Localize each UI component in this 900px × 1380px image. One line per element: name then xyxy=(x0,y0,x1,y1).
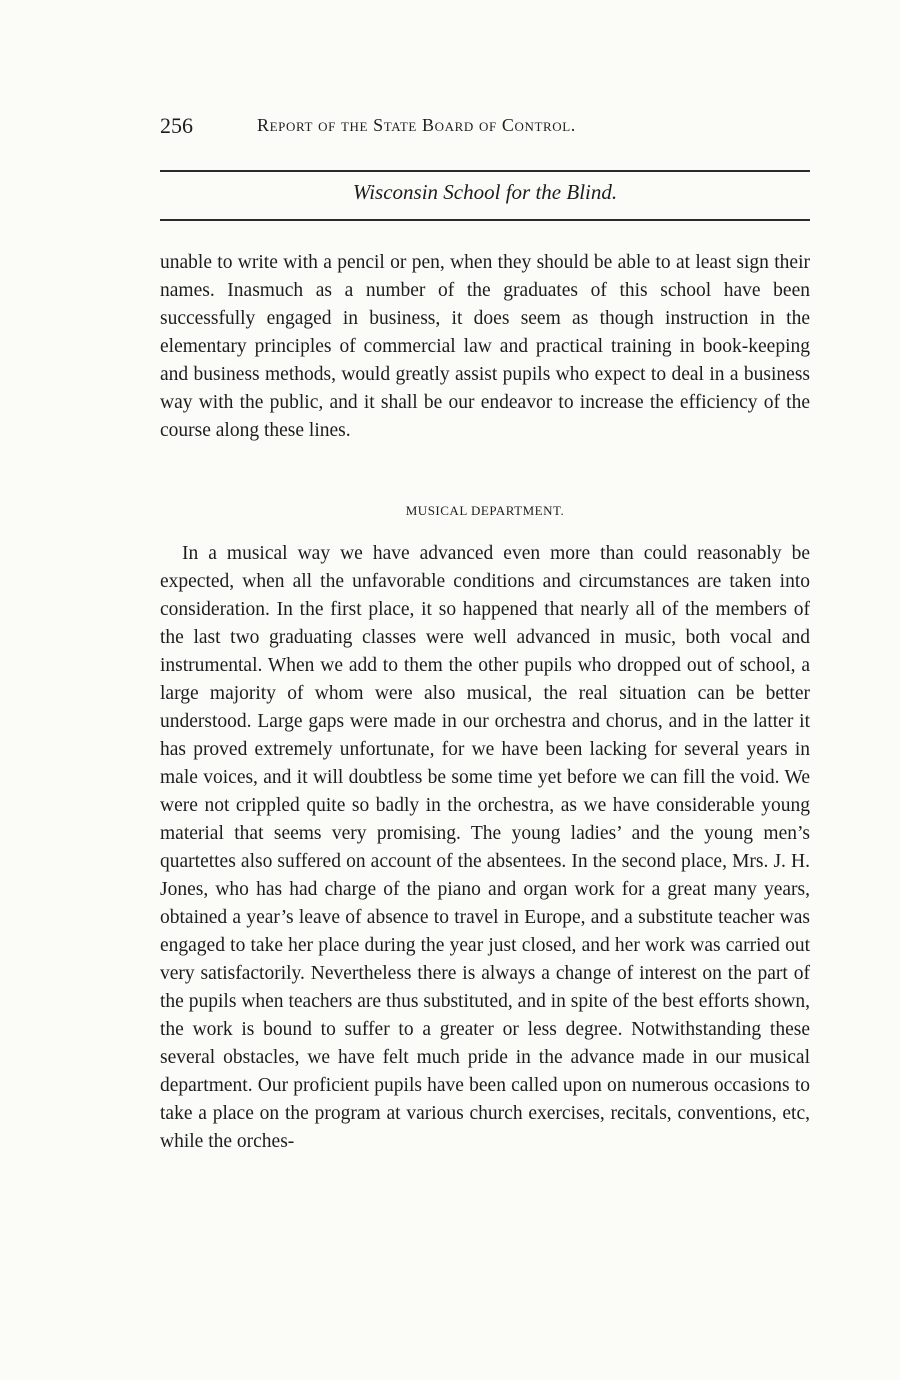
section-subtitle: Wisconsin School for the Blind. xyxy=(352,180,618,204)
page-number: 256 xyxy=(160,113,193,138)
header-rule-bottom xyxy=(160,219,810,221)
page-header xyxy=(160,113,810,145)
section-heading: MUSICAL DEPARTMENT. xyxy=(405,503,565,518)
header-rule-top xyxy=(160,170,810,172)
running-title: Report of the State Board of Control. xyxy=(257,115,576,135)
paragraph-continuation: unable to write with a pencil or pen, when they should be able to at least sign their names. Inasmuch as a number of the graduates of this school have been successfully engaged in business, it does seem as though instruction in the elementary principles of commercial law and practical training in book-keeping and business methods, would greatly assist pupils who expect to deal in a business way with the public, and it shall be our endeavor to increase the efficiency of the course along these lines. xyxy=(160,252,810,441)
paragraph-musical: In a musical way we have advanced even more than could reasonably be expected, when all the unfavorable conditions and circumstances are taken into consideration. In the first place, it so happened that nearly all of the members of the last two graduating classes were well advanced in music, both vocal and instrumental. When we add to them the other pupils who dropped out of school, a large majority of whom were also musical, the real situation can be better understood. Large gaps were made in our orchestra and chorus, and in the latter it has proved extremely unfortunate, for we have been lacking for several years in male voices, and it will doubtless be some time yet before we can fill the void. We were not crippled quite so badly in the orchestra, as we have considerable young material that seems very promising. The young ladies’ and the young men’s quartettes also suffered on account of the absentees. In the second place, Mrs. J. H. Jones, who has had charge of the piano and organ work for a great many years, obtained a year’s leave of absence to travel in Europe, and a substitute teacher was engaged to take her place during the year just closed, and her work was carried out very satisfactorily. Nevertheless there is always a change of interest on the part of the pupils when teachers are thus substituted, and in spite of the best efforts shown, the work is bound to suffer to a greater or less degree. Notwithstanding these several obstacles, we have felt much pride in the advance made in our musical department. Our proficient pupils have been called upon on numerous occasions to take a place on the program at various church exercises, recitals, conventions, etc, while the orches- xyxy=(160,543,810,1152)
